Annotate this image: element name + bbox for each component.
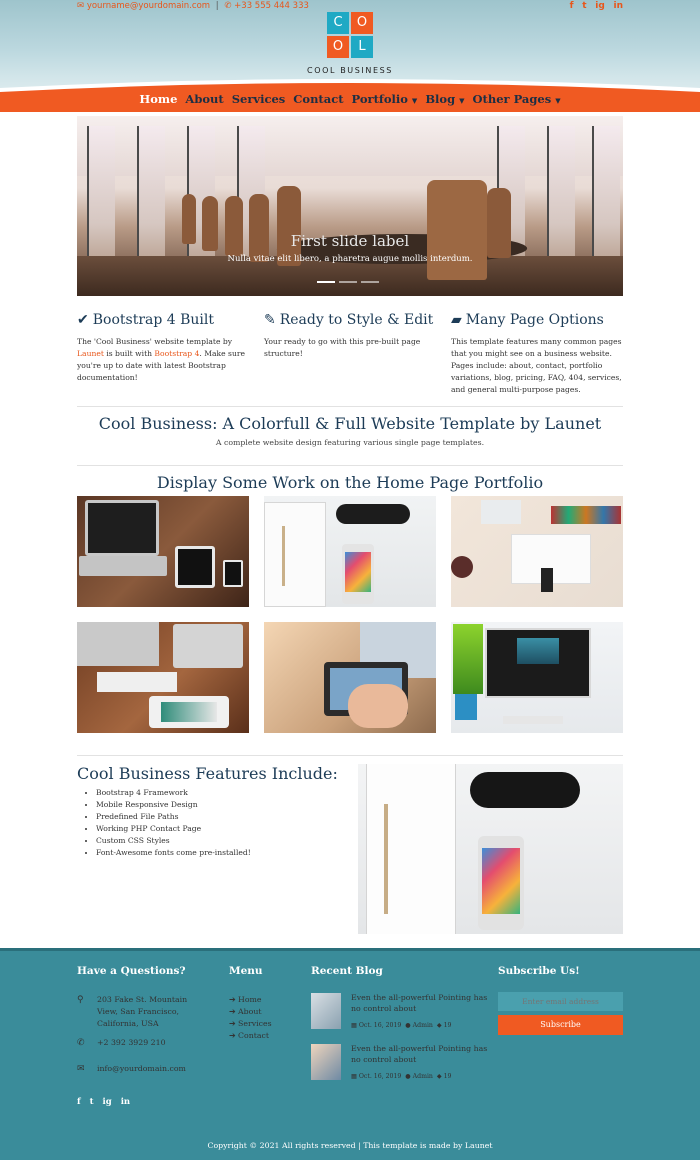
- portfolio-item[interactable]: [451, 622, 623, 733]
- plant: [453, 624, 483, 694]
- comment-icon: ◆: [436, 1073, 442, 1080]
- footer-contact-title: Have a Questions?: [77, 965, 186, 977]
- arrow-right-icon: ➔: [229, 1031, 236, 1040]
- sunglasses: [336, 504, 410, 524]
- blog-date: Oct. 16, 2019: [358, 1073, 402, 1080]
- phone-screen: [482, 848, 520, 914]
- blog-title[interactable]: Even the all-powerful Pointing has no control about: [351, 993, 488, 1013]
- blog-title[interactable]: Even the all-powerful Pointing has no control about: [351, 1044, 488, 1064]
- nav-label: Contact: [293, 92, 344, 106]
- list-item: • Custom CSS Styles: [96, 835, 251, 847]
- blog-post[interactable]: [311, 1044, 486, 1084]
- portfolio-item[interactable]: [77, 622, 249, 733]
- twitter-icon[interactable]: t: [89, 1097, 94, 1107]
- facebook-icon[interactable]: f: [569, 1, 574, 11]
- hero-carousel[interactable]: [77, 116, 623, 296]
- phone: [223, 560, 243, 587]
- footer-menu: [229, 994, 272, 1042]
- footer-social: [77, 1097, 136, 1107]
- carousel-caption: [77, 232, 623, 264]
- instagram-icon[interactable]: ig: [102, 1097, 112, 1107]
- notebook: [264, 502, 326, 607]
- portfolio-item[interactable]: [77, 496, 249, 607]
- envelope-icon: ✉: [77, 1064, 85, 1074]
- caret-down-icon: ▼: [411, 95, 418, 105]
- pot: [455, 694, 477, 720]
- subscribe-email-input[interactable]: [498, 992, 623, 1011]
- site-header: [0, 0, 700, 112]
- features-list-title: Cool Business Features Include:: [77, 764, 338, 783]
- hands: [348, 684, 408, 728]
- folder-open-icon: ▰: [451, 312, 462, 328]
- address-text: 203 Fake St. Mountain View, San Francisco, California, USA: [97, 995, 188, 1028]
- list-item: • Font-Awesome fonts come pre-installed!: [96, 847, 251, 859]
- map-marker-icon: ⚲: [77, 995, 84, 1005]
- comment-icon: ◆: [436, 1022, 442, 1029]
- sunglasses: [470, 772, 580, 808]
- nav-home[interactable]: [139, 92, 177, 106]
- menu-label: Home: [238, 995, 262, 1004]
- feature-ready-to-style: [264, 312, 436, 360]
- carousel-indicator[interactable]: [339, 281, 357, 283]
- keyboard: [481, 500, 521, 524]
- blog-comments: 19: [443, 1022, 452, 1029]
- facebook-icon[interactable]: f: [77, 1097, 81, 1107]
- top-phone-link[interactable]: +33 555 444 333: [234, 1, 309, 11]
- slide-label: First slide label: [290, 232, 410, 250]
- user-icon: ●: [405, 1073, 411, 1080]
- intro-subtitle: A complete website design featuring various single page templates.: [215, 438, 485, 447]
- nav-other-pages-dropdown[interactable]: [473, 92, 561, 106]
- divider: [77, 755, 623, 756]
- menu-label: About: [238, 1007, 262, 1016]
- caret-down-icon: ▼: [555, 95, 561, 105]
- feature-bootstrap: [77, 312, 249, 384]
- calendar-icon: ▦: [351, 1022, 357, 1029]
- cup: [451, 556, 473, 578]
- features-image: [358, 764, 623, 934]
- blog-date: Oct. 16, 2019: [358, 1022, 402, 1029]
- logo[interactable]: [327, 12, 373, 60]
- email-text[interactable]: info@yourdomain.com: [97, 1064, 186, 1073]
- feature-title-text: Ready to Style & Edit: [279, 312, 434, 328]
- feature-title-text: Many Page Options: [465, 312, 604, 328]
- blog-thumbnail: [311, 1044, 341, 1080]
- top-separator: |: [215, 1, 219, 11]
- imac: [77, 622, 159, 666]
- footer-subscribe-title: Subscribe Us!: [498, 965, 580, 977]
- hero-image-chair: [427, 180, 487, 280]
- copyright: Copyright © 2021 All rights reserved | This template is made by Launet: [207, 1141, 493, 1150]
- feature-title-text: Bootstrap 4 Built: [92, 312, 215, 328]
- top-email-link[interactable]: yourname@yourdomain.com: [86, 1, 211, 11]
- footer-email: [77, 1063, 186, 1075]
- feature-page-options: [451, 312, 623, 396]
- portfolio-item[interactable]: [451, 496, 623, 607]
- menu-label: Contact: [238, 1031, 269, 1040]
- pen: [282, 526, 285, 586]
- nav-services[interactable]: [232, 92, 286, 106]
- subscribe-button[interactable]: Subscribe: [498, 1015, 623, 1035]
- user-icon: ●: [405, 1022, 411, 1029]
- envelope-icon: ✉: [77, 1, 85, 11]
- nav-about[interactable]: [185, 92, 223, 106]
- tablet: [175, 546, 215, 588]
- nav-label: Other Pages: [472, 92, 552, 106]
- nav-label: Home: [139, 92, 178, 106]
- nav-blog-dropdown[interactable]: [425, 92, 464, 106]
- feature-text: This template features many common pages that you might see on a business website. Pages include: about, contact, portfolio variations, blog, pricing, FAQ, 404, services, and general multi-purpose pages.: [451, 337, 622, 394]
- footer-menu-title: Menu: [229, 965, 263, 977]
- screen-content: [517, 638, 559, 664]
- instagram-icon[interactable]: ig: [595, 1, 605, 11]
- main-nav: [0, 86, 700, 112]
- arrow-right-icon: ➔: [229, 995, 236, 1004]
- nav-portfolio-dropdown[interactable]: [352, 92, 418, 106]
- footer-menu-services[interactable]: [229, 1018, 272, 1030]
- feature-title: [264, 312, 436, 328]
- logo-letter: C: [327, 12, 349, 34]
- footer-address: [77, 994, 217, 1030]
- footer-phone: [77, 1037, 166, 1049]
- check-circle-icon: ✔: [77, 312, 89, 328]
- feature-title: [451, 312, 623, 328]
- caret-down-icon: ▼: [459, 95, 465, 105]
- portfolio-title: Display Some Work on the Home Page Portfolio: [156, 473, 544, 492]
- keyboard: [503, 716, 563, 724]
- nav-label: Services: [231, 92, 286, 106]
- blog-meta: [351, 1022, 451, 1029]
- twitter-icon[interactable]: t: [582, 1, 587, 11]
- tablet-screen: [161, 702, 217, 722]
- carousel-indicators: [317, 281, 379, 283]
- blog-author: Admin: [412, 1022, 433, 1029]
- blog-comments: 19: [443, 1073, 452, 1080]
- feature-text: [77, 336, 249, 384]
- blog-author: Admin: [412, 1073, 433, 1080]
- laptop-screen: [85, 500, 159, 556]
- menu-label: Services: [238, 1019, 272, 1028]
- feature-text-part: . Make sure you're up to date with latest Bootstrap documentation!: [77, 349, 245, 382]
- feature-title: [77, 312, 249, 328]
- list-item: • Mobile Responsive Design: [96, 799, 251, 811]
- phone: [541, 568, 553, 592]
- intro-title: Cool Business: A Colorfull & Full Website Template by Launet: [98, 414, 602, 433]
- phone-screen: [345, 552, 371, 592]
- footer-menu-home[interactable]: [229, 994, 272, 1006]
- keyboard: [97, 672, 177, 692]
- arrow-right-icon: ➔: [229, 1019, 236, 1028]
- linkedin-icon[interactable]: in: [120, 1097, 131, 1107]
- blog-post[interactable]: [311, 993, 486, 1033]
- phone-icon: ✆: [77, 1038, 85, 1048]
- pencil-icon: ✎: [264, 312, 276, 328]
- list-item: • Working PHP Contact Page: [96, 823, 251, 835]
- portfolio-item[interactable]: [264, 622, 436, 733]
- phone-text[interactable]: +2 392 3929 210: [97, 1038, 166, 1047]
- list-item: • Predefined File Paths: [96, 811, 251, 823]
- arrow-right-icon: ➔: [229, 1007, 236, 1016]
- logo-letter: O: [351, 12, 373, 34]
- linkedin-icon[interactable]: in: [613, 1, 623, 11]
- notebook: [366, 764, 456, 934]
- carousel-indicator[interactable]: [361, 281, 379, 283]
- feature-text-part: is built with: [103, 349, 155, 358]
- feature-text-part: The 'Cool Business' website template by: [77, 337, 233, 346]
- footer-menu-contact[interactable]: [229, 1030, 272, 1042]
- carousel-indicator[interactable]: [317, 281, 335, 283]
- logo-letter: L: [351, 36, 373, 58]
- nav-label: About: [185, 92, 224, 106]
- logo-letter: O: [327, 36, 349, 58]
- slide-text: Nulla vitae elit libero, a pharetra augue mollis interdum.: [227, 254, 473, 264]
- calendar-icon: ▦: [351, 1073, 357, 1080]
- laptop: [173, 624, 243, 668]
- nav-contact[interactable]: [293, 92, 343, 106]
- top-contact: [77, 1, 309, 11]
- feature-text: Your ready to go with this pre-built page structure!: [264, 337, 421, 358]
- footer-menu-about[interactable]: [229, 1006, 272, 1018]
- laptop-base: [79, 556, 167, 576]
- features-list: [96, 787, 251, 859]
- top-social: [564, 1, 623, 11]
- divider: [77, 406, 623, 407]
- footer-blog-title: Recent Blog: [311, 965, 383, 977]
- pen: [384, 804, 388, 914]
- brand-name: COOL BUSINESS: [307, 66, 393, 75]
- bootstrap-link[interactable]: Bootstrap 4: [154, 349, 200, 358]
- launet-link[interactable]: Launet: [77, 349, 104, 358]
- divider: [77, 465, 623, 466]
- portfolio-item[interactable]: [264, 496, 436, 607]
- nav-label: Blog: [425, 92, 456, 106]
- nav-label: Portfolio: [351, 92, 408, 106]
- phone-icon: ✆: [224, 1, 232, 11]
- books: [551, 506, 621, 524]
- blog-meta: [351, 1073, 451, 1080]
- list-item: • Bootstrap 4 Framework: [96, 787, 251, 799]
- blog-thumbnail: [311, 993, 341, 1029]
